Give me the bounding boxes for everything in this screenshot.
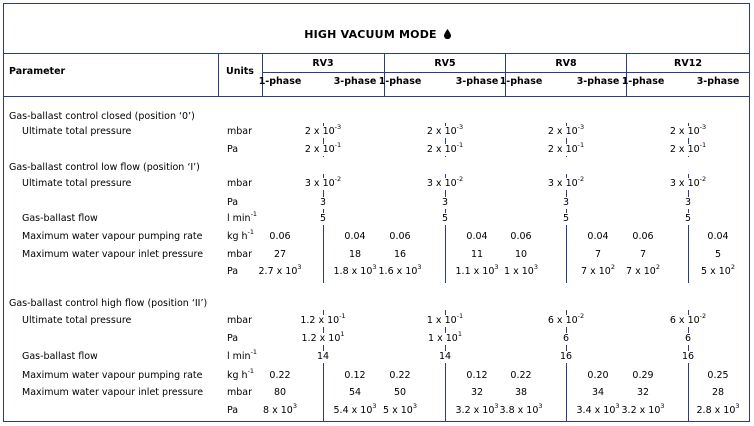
- superscript: -1: [577, 140, 585, 149]
- row-unit: l $\min^{-1}$: [227, 209, 258, 224]
- value-merged: 2 x $10^{-3}$: [669, 122, 707, 137]
- superscript: 3: [372, 401, 377, 410]
- header-divider: [505, 53, 506, 96]
- value-merged: 2 x $10^{-3}$: [304, 122, 342, 137]
- superscript: -1: [456, 140, 464, 149]
- value-merged: 14: [438, 351, 452, 362]
- row-unit: Pa: [227, 405, 239, 416]
- value-3-phase: 0.20: [587, 370, 609, 381]
- value-merged: 1.2 x $10^1$: [301, 329, 345, 344]
- section-heading: Gas-ballast control high flow (position ‘II’): [9, 298, 208, 309]
- row-unit: Pa: [227, 266, 239, 277]
- row-unit: mbar: [227, 315, 253, 326]
- value-3-phase: 0.04: [466, 231, 488, 242]
- superscript: -1: [334, 140, 342, 149]
- superscript: -3: [456, 122, 464, 131]
- value-3-phase: 3.4 x $10^3$: [576, 401, 620, 416]
- superscript: -2: [577, 311, 585, 320]
- row-label: Maximum water vapour pumping rate: [22, 370, 203, 381]
- header-divider: [218, 53, 219, 96]
- row-label: Gas-ballast flow: [22, 351, 98, 362]
- value-merged: 2 x $10^{-1}$: [669, 140, 707, 155]
- phase-divider: [566, 174, 567, 283]
- value-merged: 3: [319, 197, 327, 208]
- value-3-phase: 2.8 x $10^3$: [696, 401, 740, 416]
- superscript: 3: [372, 262, 377, 271]
- value-1-phase: 0.06: [632, 231, 654, 242]
- superscript: -1: [247, 227, 255, 236]
- superscript: 3: [533, 262, 538, 271]
- superscript: 3: [494, 401, 499, 410]
- phase-divider: [688, 174, 689, 283]
- value-1-phase: 1 x $10^3$: [504, 262, 538, 277]
- value-merged: 2 x $10^{-3}$: [547, 122, 585, 137]
- value-1-phase: 0.06: [269, 231, 291, 242]
- row-unit: mbar: [227, 126, 253, 137]
- value-1-phase: 80: [273, 387, 287, 398]
- value-3-phase: 54: [348, 387, 362, 398]
- row-unit: Pa: [227, 333, 239, 344]
- superscript: 3: [297, 262, 302, 271]
- header-3-phase: 3-phase: [576, 76, 620, 87]
- value-merged: 3 x $10^{-2}$: [426, 174, 464, 189]
- value-merged: 1.2 x $10^{-1}$: [300, 311, 346, 326]
- header-rule: [4, 96, 749, 97]
- header-1-phase: 1-phase: [258, 76, 302, 87]
- value-merged: 1 x $10^1$: [428, 329, 462, 344]
- value-1-phase: 0.29: [632, 370, 654, 381]
- section-heading: Gas-ballast control closed (position ‘0’): [9, 111, 195, 122]
- superscript: -2: [699, 311, 707, 320]
- value-1-phase: 7 x $10^2$: [626, 262, 660, 277]
- row-label: Ultimate total pressure: [22, 315, 132, 326]
- value-merged: 6: [562, 333, 570, 344]
- row-unit: kg $h^{-1}$: [227, 366, 255, 381]
- superscript: -2: [577, 174, 585, 183]
- header-model-rv5: RV5: [434, 58, 456, 69]
- row-label: Maximum water vapour inlet pressure: [22, 387, 204, 398]
- row-label: Ultimate total pressure: [22, 178, 132, 189]
- superscript: 3: [292, 401, 297, 410]
- value-merged: 3: [562, 197, 570, 208]
- value-1-phase: 3.2 x $10^3$: [621, 401, 665, 416]
- header-model-rv12: RV12: [674, 58, 702, 69]
- superscript: 3: [412, 401, 417, 410]
- value-merged: 5: [562, 213, 570, 224]
- model-rule: [262, 72, 750, 73]
- value-merged: 5: [319, 213, 327, 224]
- superscript: 1: [457, 329, 462, 338]
- value-merged: 3: [684, 197, 692, 208]
- value-merged: 2 x $10^{-1}$: [547, 140, 585, 155]
- value-merged: 6 x $10^{-2}$: [547, 311, 585, 326]
- row-unit: Pa: [227, 197, 239, 208]
- value-merged: 2 x $10^{-1}$: [426, 140, 464, 155]
- value-3-phase: 0.04: [587, 231, 609, 242]
- value-1-phase: 2.7 x $10^3$: [258, 262, 302, 277]
- row-label: Maximum water vapour inlet pressure: [22, 249, 204, 260]
- superscript: -3: [334, 122, 342, 131]
- row-label: Gas-ballast flow: [22, 213, 98, 224]
- row-unit: l $\min^{-1}$: [227, 347, 258, 362]
- value-3-phase: 11: [470, 249, 484, 260]
- header-parameter: Parameter: [9, 66, 66, 77]
- row-label: Maximum water vapour pumping rate: [22, 231, 203, 242]
- header-divider: [626, 53, 627, 96]
- value-1-phase: 8 x $10^3$: [263, 401, 297, 416]
- row-unit: mbar: [227, 178, 253, 189]
- section-heading: Gas-ballast control low flow (position ‘I’): [9, 162, 200, 173]
- superscript: 2: [610, 262, 615, 271]
- row-unit: mbar: [227, 387, 253, 398]
- value-1-phase: 38: [514, 387, 528, 398]
- value-3-phase: 32: [470, 387, 484, 398]
- table-title: [4, 28, 751, 42]
- value-3-phase: 3.2 x $10^3$: [455, 401, 499, 416]
- superscript: -1: [339, 311, 346, 320]
- value-3-phase: 7 x $10^2$: [581, 262, 615, 277]
- header-3-phase: 3-phase: [455, 76, 499, 87]
- superscript: 3: [660, 401, 665, 410]
- value-3-phase: 5 x $10^2$: [701, 262, 735, 277]
- value-merged: 16: [559, 351, 573, 362]
- superscript: -1: [247, 366, 255, 375]
- value-3-phase: 0.04: [344, 231, 366, 242]
- value-3-phase: 18: [348, 249, 362, 260]
- value-merged: 6 x $10^{-2}$: [669, 311, 707, 326]
- value-merged: 3 x $10^{-2}$: [669, 174, 707, 189]
- superscript: -3: [699, 122, 707, 131]
- title-rule: [4, 53, 749, 54]
- value-merged: 1 x $10^{-1}$: [426, 311, 464, 326]
- value-3-phase: 0.12: [466, 370, 488, 381]
- superscript: 3: [417, 262, 422, 271]
- value-1-phase: 0.22: [269, 370, 291, 381]
- value-3-phase: 0.12: [344, 370, 366, 381]
- value-merged: 16: [681, 351, 695, 362]
- superscript: -2: [699, 174, 707, 183]
- value-merged: 6: [684, 333, 692, 344]
- value-3-phase: 0.25: [707, 370, 729, 381]
- superscript: -1: [250, 347, 258, 356]
- value-3-phase: 34: [591, 387, 605, 398]
- value-merged: 2 x $10^{-1}$: [304, 140, 342, 155]
- value-1-phase: 0.22: [510, 370, 532, 381]
- superscript: -1: [456, 311, 464, 320]
- row-unit: kg $h^{-1}$: [227, 227, 255, 242]
- value-1-phase: 10: [514, 249, 528, 260]
- header-units: Units: [226, 66, 254, 77]
- superscript: 3: [615, 401, 620, 410]
- value-merged: 3 x $10^{-2}$: [547, 174, 585, 189]
- phase-divider: [445, 174, 446, 283]
- row-unit: Pa: [227, 144, 239, 155]
- value-1-phase: 3.8 x $10^3$: [499, 401, 543, 416]
- value-1-phase: 50: [393, 387, 407, 398]
- value-merged: 5: [441, 213, 449, 224]
- value-3-phase: 7: [594, 249, 602, 260]
- value-merged: 3 x $10^{-2}$: [304, 174, 342, 189]
- value-3-phase: 5: [714, 249, 722, 260]
- superscript: 3: [735, 401, 740, 410]
- header-divider: [262, 53, 263, 96]
- header-1-phase: 1-phase: [499, 76, 543, 87]
- superscript: -3: [577, 122, 585, 131]
- value-3-phase: 1.8 x $10^3$: [333, 262, 377, 277]
- table-title-text: HIGH VACUUM MODE: [304, 28, 437, 41]
- row-unit: mbar: [227, 249, 253, 260]
- value-1-phase: 7: [639, 249, 647, 260]
- value-merged: 2 x $10^{-3}$: [426, 122, 464, 137]
- value-3-phase: 1.1 x $10^3$: [455, 262, 499, 277]
- value-1-phase: 5 x $10^3$: [383, 401, 417, 416]
- header-1-phase: 1-phase: [378, 76, 422, 87]
- spec-table: [3, 3, 750, 422]
- value-1-phase: 16: [393, 249, 407, 260]
- superscript: 3: [538, 401, 543, 410]
- header-3-phase: 3-phase: [696, 76, 740, 87]
- superscript: -1: [250, 209, 258, 218]
- superscript: 2: [730, 262, 735, 271]
- value-merged: 3: [441, 197, 449, 208]
- phase-divider: [323, 174, 324, 283]
- header-model-rv8: RV8: [555, 58, 577, 69]
- value-1-phase: 0.06: [510, 231, 532, 242]
- header-3-phase: 3-phase: [333, 76, 377, 87]
- superscript: 3: [494, 262, 499, 271]
- row-label: Ultimate total pressure: [22, 126, 132, 137]
- value-1-phase: 1.6 x $10^3$: [378, 262, 422, 277]
- superscript: 1: [340, 329, 345, 338]
- value-3-phase: 0.04: [707, 231, 729, 242]
- header-divider: [384, 53, 385, 96]
- superscript: 2: [655, 262, 660, 271]
- value-1-phase: 27: [273, 249, 287, 260]
- value-3-phase: 28: [711, 387, 725, 398]
- superscript: -2: [456, 174, 464, 183]
- droplet-icon: [444, 29, 451, 42]
- value-1-phase: 0.22: [389, 370, 411, 381]
- value-1-phase: 32: [636, 387, 650, 398]
- superscript: -2: [334, 174, 342, 183]
- superscript: -1: [699, 140, 707, 149]
- value-1-phase: 0.06: [389, 231, 411, 242]
- header-model-rv3: RV3: [312, 58, 334, 69]
- header-1-phase: 1-phase: [621, 76, 665, 87]
- value-merged: 5: [684, 213, 692, 224]
- value-merged: 14: [316, 351, 330, 362]
- value-3-phase: 5.4 x $10^3$: [333, 401, 377, 416]
